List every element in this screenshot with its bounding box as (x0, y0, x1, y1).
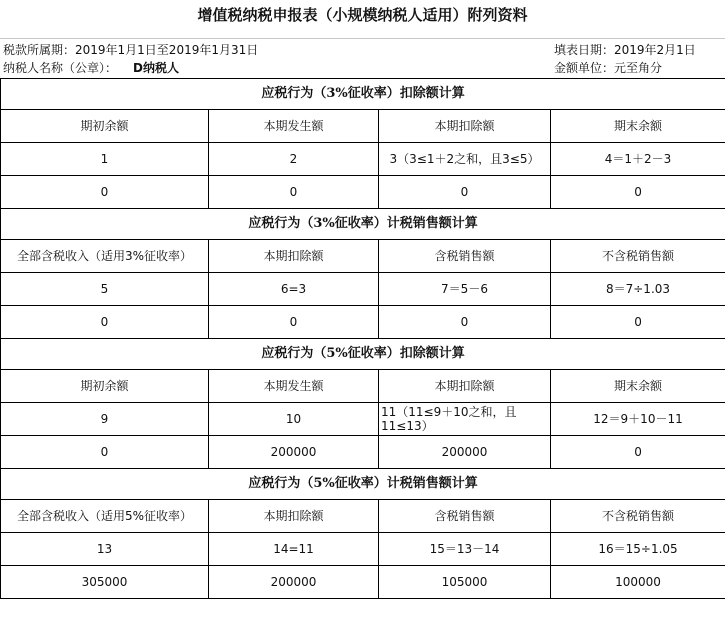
formula-cell: 6=3 (209, 273, 379, 306)
value-cell: 0 (379, 306, 551, 339)
formula-cell: 2 (209, 143, 379, 176)
value-row (1, 176, 725, 209)
section-title: 应税行为（3%征收率）计税销售额计算 (1, 209, 725, 240)
header-cell: 不含税销售额 (551, 240, 725, 273)
header-cell: 本期发生额 (209, 110, 379, 143)
formula-cell: 8＝7÷1.03 (551, 273, 725, 306)
section-title-row (1, 469, 725, 500)
value-cell: 0 (551, 306, 725, 339)
formula-cell: 14=11 (209, 533, 379, 566)
value-cell: 0 (1, 176, 209, 209)
value-cell: 100000 (551, 566, 725, 599)
taxpayer-name (3, 60, 179, 76)
fill-date: 填表日期：2019年2月1日 (554, 43, 696, 57)
formula-cell: 1 (1, 143, 209, 176)
section-title-row (1, 339, 725, 370)
formula-cell: 5 (1, 273, 209, 306)
header-cell: 期初余额 (1, 110, 209, 143)
taxpayer-label: 纳税人名称（公章）： (3, 61, 118, 75)
value-cell: 0 (1, 436, 209, 469)
header-cell: 不含税销售额 (551, 500, 725, 533)
header-cell: 期末余额 (551, 370, 725, 403)
value-cell: 305000 (1, 566, 209, 599)
value-cell: 200000 (379, 436, 551, 469)
header-cell: 含税销售额 (379, 500, 551, 533)
value-cell: 0 (209, 176, 379, 209)
header-cell: 全部含税收入（适用3%征收率） (1, 240, 209, 273)
taxpayer-value: D纳税人 (133, 61, 179, 75)
header-cell: 本期扣除额 (379, 370, 551, 403)
value-cell: 0 (551, 176, 725, 209)
section-title: 应税行为（5%征收率）计税销售额计算 (1, 469, 725, 500)
value-cell: 105000 (379, 566, 551, 599)
formula-row (1, 533, 725, 566)
formula-row (1, 143, 725, 176)
header-cell: 含税销售额 (379, 240, 551, 273)
amount-unit: 金额单位：元至角分 (554, 61, 663, 75)
header-cell: 期初余额 (1, 370, 209, 403)
value-cell: 0 (209, 306, 379, 339)
header-cell: 期末余额 (551, 110, 725, 143)
formula-cell: 12＝9＋10－11 (551, 403, 725, 436)
formula-cell: 13 (1, 533, 209, 566)
section-title: 应税行为（3%征收率）扣除额计算 (1, 79, 725, 110)
value-cell: 0 (1, 306, 209, 339)
deduction-table (0, 78, 725, 599)
value-row (1, 566, 725, 599)
report-title: 增值税纳税申报表（小规模纳税人适用）附列资料 (197, 6, 528, 24)
tax-period: 税款所属期：2019年1月1日至2019年1月31日 (3, 43, 259, 57)
formula-cell: 11（11≤9＋10之和，且11≤13） (379, 403, 551, 436)
formula-cell: 16＝15÷1.05 (551, 533, 725, 566)
formula-cell: 15＝13－14 (379, 533, 551, 566)
section-title-row (1, 79, 725, 110)
value-row (1, 436, 725, 469)
header-cell: 本期扣除额 (209, 500, 379, 533)
header-row (1, 500, 725, 533)
value-cell: 200000 (209, 436, 379, 469)
header-row (1, 240, 725, 273)
header-cell: 本期扣除额 (209, 240, 379, 273)
header-cell: 本期发生额 (209, 370, 379, 403)
header-row (1, 110, 725, 143)
formula-cell: 9 (1, 403, 209, 436)
section-title-row (1, 209, 725, 240)
header-row (1, 370, 725, 403)
formula-cell: 4＝1＋2－3 (551, 143, 725, 176)
value-cell: 0 (379, 176, 551, 209)
header-cell: 本期扣除额 (379, 110, 551, 143)
formula-row (1, 403, 725, 436)
formula-cell: 3（3≤1＋2之和，且3≤5） (379, 143, 551, 176)
formula-row (1, 273, 725, 306)
section-title: 应税行为（5%征收率）扣除额计算 (1, 339, 725, 370)
formula-cell: 7＝5－6 (379, 273, 551, 306)
formula-cell: 10 (209, 403, 379, 436)
value-row (1, 306, 725, 339)
value-cell: 0 (551, 436, 725, 469)
title-divider (0, 38, 725, 39)
value-cell: 200000 (209, 566, 379, 599)
header-cell: 全部含税收入（适用5%征收率） (1, 500, 209, 533)
